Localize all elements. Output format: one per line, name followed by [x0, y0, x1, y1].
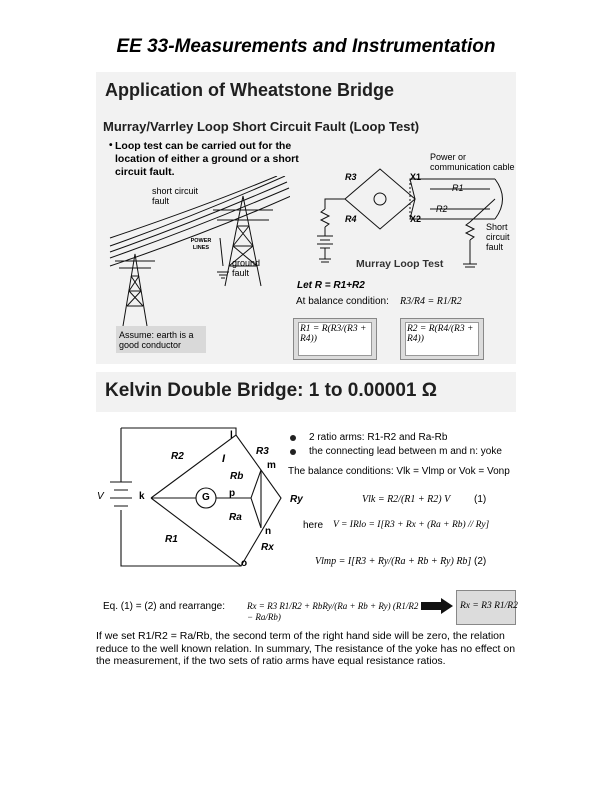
label-kelvin-ra: Ra [229, 512, 242, 523]
label-kelvin-ry: Ry [290, 494, 303, 505]
power-lines-label: POWER LINES [190, 238, 212, 251]
document-title: EE 33-Measurements and Instrumentation [116, 36, 496, 57]
label-x2: X2 [410, 214, 422, 224]
bullet-icon: • [109, 140, 113, 151]
equation-1-number: (1) [474, 494, 487, 505]
here-label: here [303, 520, 324, 531]
label-r1: R1 [452, 183, 464, 193]
rearrange-equation: Rx = R3 R1/R2 + RbRy/(Ra + Rb + Ry) (R1/R2 − Ra/Rb) [247, 601, 419, 622]
slide1-title: Application of Wheatstone Bridge [105, 80, 395, 100]
bullet-icon [290, 449, 296, 455]
bullet-ratio-arms: 2 ratio arms: R1-R2 and Ra-Rb [309, 432, 448, 443]
node-n: n [265, 526, 272, 537]
node-p: p [229, 488, 236, 499]
equation-2: Vlmp = I[R3 + Ry/(Ra + Rb + Ry) Rb] [315, 556, 472, 567]
label-r2: R2 [436, 204, 448, 214]
kelvin-bridge-circuit [96, 420, 291, 585]
label-current-i: I [222, 453, 226, 465]
label-kelvin-r2: R2 [171, 451, 184, 462]
slide1-subtitle: Murray/Varrley Loop Short Circuit Fault (Loop Test) [103, 119, 420, 134]
label-kelvin-rb: Rb [230, 471, 244, 482]
node-l: l [230, 430, 233, 441]
let-text: Let R = R1+R2 [297, 280, 365, 291]
label-kelvin-r3: R3 [256, 446, 269, 457]
label-v: V [97, 491, 104, 502]
galvanometer-label: G [202, 492, 210, 503]
result-equation: Rx = R3 R1/R2 [460, 601, 518, 611]
node-o: o [241, 558, 248, 569]
short-fault-label: Short circuit fault [486, 222, 510, 252]
node-k: k [139, 491, 145, 502]
label-kelvin-r1: R1 [165, 534, 178, 545]
label-kelvin-rx: Rx [261, 542, 274, 553]
summary-paragraph: If we set R1/R2 = Ra/Rb, the second term of the right hand side will be zero, the relation reduce to the well known relation. In summary, The resistance of the yoke has no effect on the measurement, if the two sets of ratio arms have equal resistance ratios. [96, 630, 516, 667]
equation-2-number: (2) [474, 556, 487, 567]
arrow-right-icon [421, 598, 453, 614]
murray-caption: Murray Loop Test [356, 258, 444, 270]
label-r3: R3 [345, 172, 357, 182]
slide1-bullet: Loop test can be carried out for the location of either a ground or a short circuit fault. [115, 140, 299, 178]
label-r4: R4 [345, 214, 357, 224]
eq-r2: R2 = R(R4/(R3 + R4)) [405, 322, 479, 356]
balance-equation: R3/R4 = R1/R2 [400, 296, 462, 307]
bullet-yoke: the connecting lead between m and n: yoke [309, 446, 502, 457]
bullet-icon [290, 435, 296, 441]
node-m: m [267, 460, 276, 471]
balance-text: At balance condition: [296, 296, 389, 307]
label-x1: X1 [410, 172, 422, 182]
rearrange-label: Eq. (1) = (2) and rearrange: [103, 601, 226, 612]
equation-1: Vlk = R2/(R1 + R2) V [362, 494, 451, 505]
slide2-title: Kelvin Double Bridge: 1 to 0.00001 Ω [105, 380, 437, 401]
balance-conditions: The balance conditions: Vlk = Vlmp or Vok = Vonp [288, 466, 510, 477]
power-cable-label: Power or communication cable [430, 152, 515, 172]
here-equation: V = IRlo = I[R3 + Rx + (Ra + Rb) // Ry] [333, 520, 490, 530]
ground-fault-label: ground fault [232, 258, 261, 278]
assume-label: Assume: earth is a good conductor [119, 330, 194, 350]
short-circuit-fault-label: short circuit fault [152, 186, 199, 206]
eq-r1: R1 = R(R3/(R3 + R4)) [298, 322, 372, 356]
